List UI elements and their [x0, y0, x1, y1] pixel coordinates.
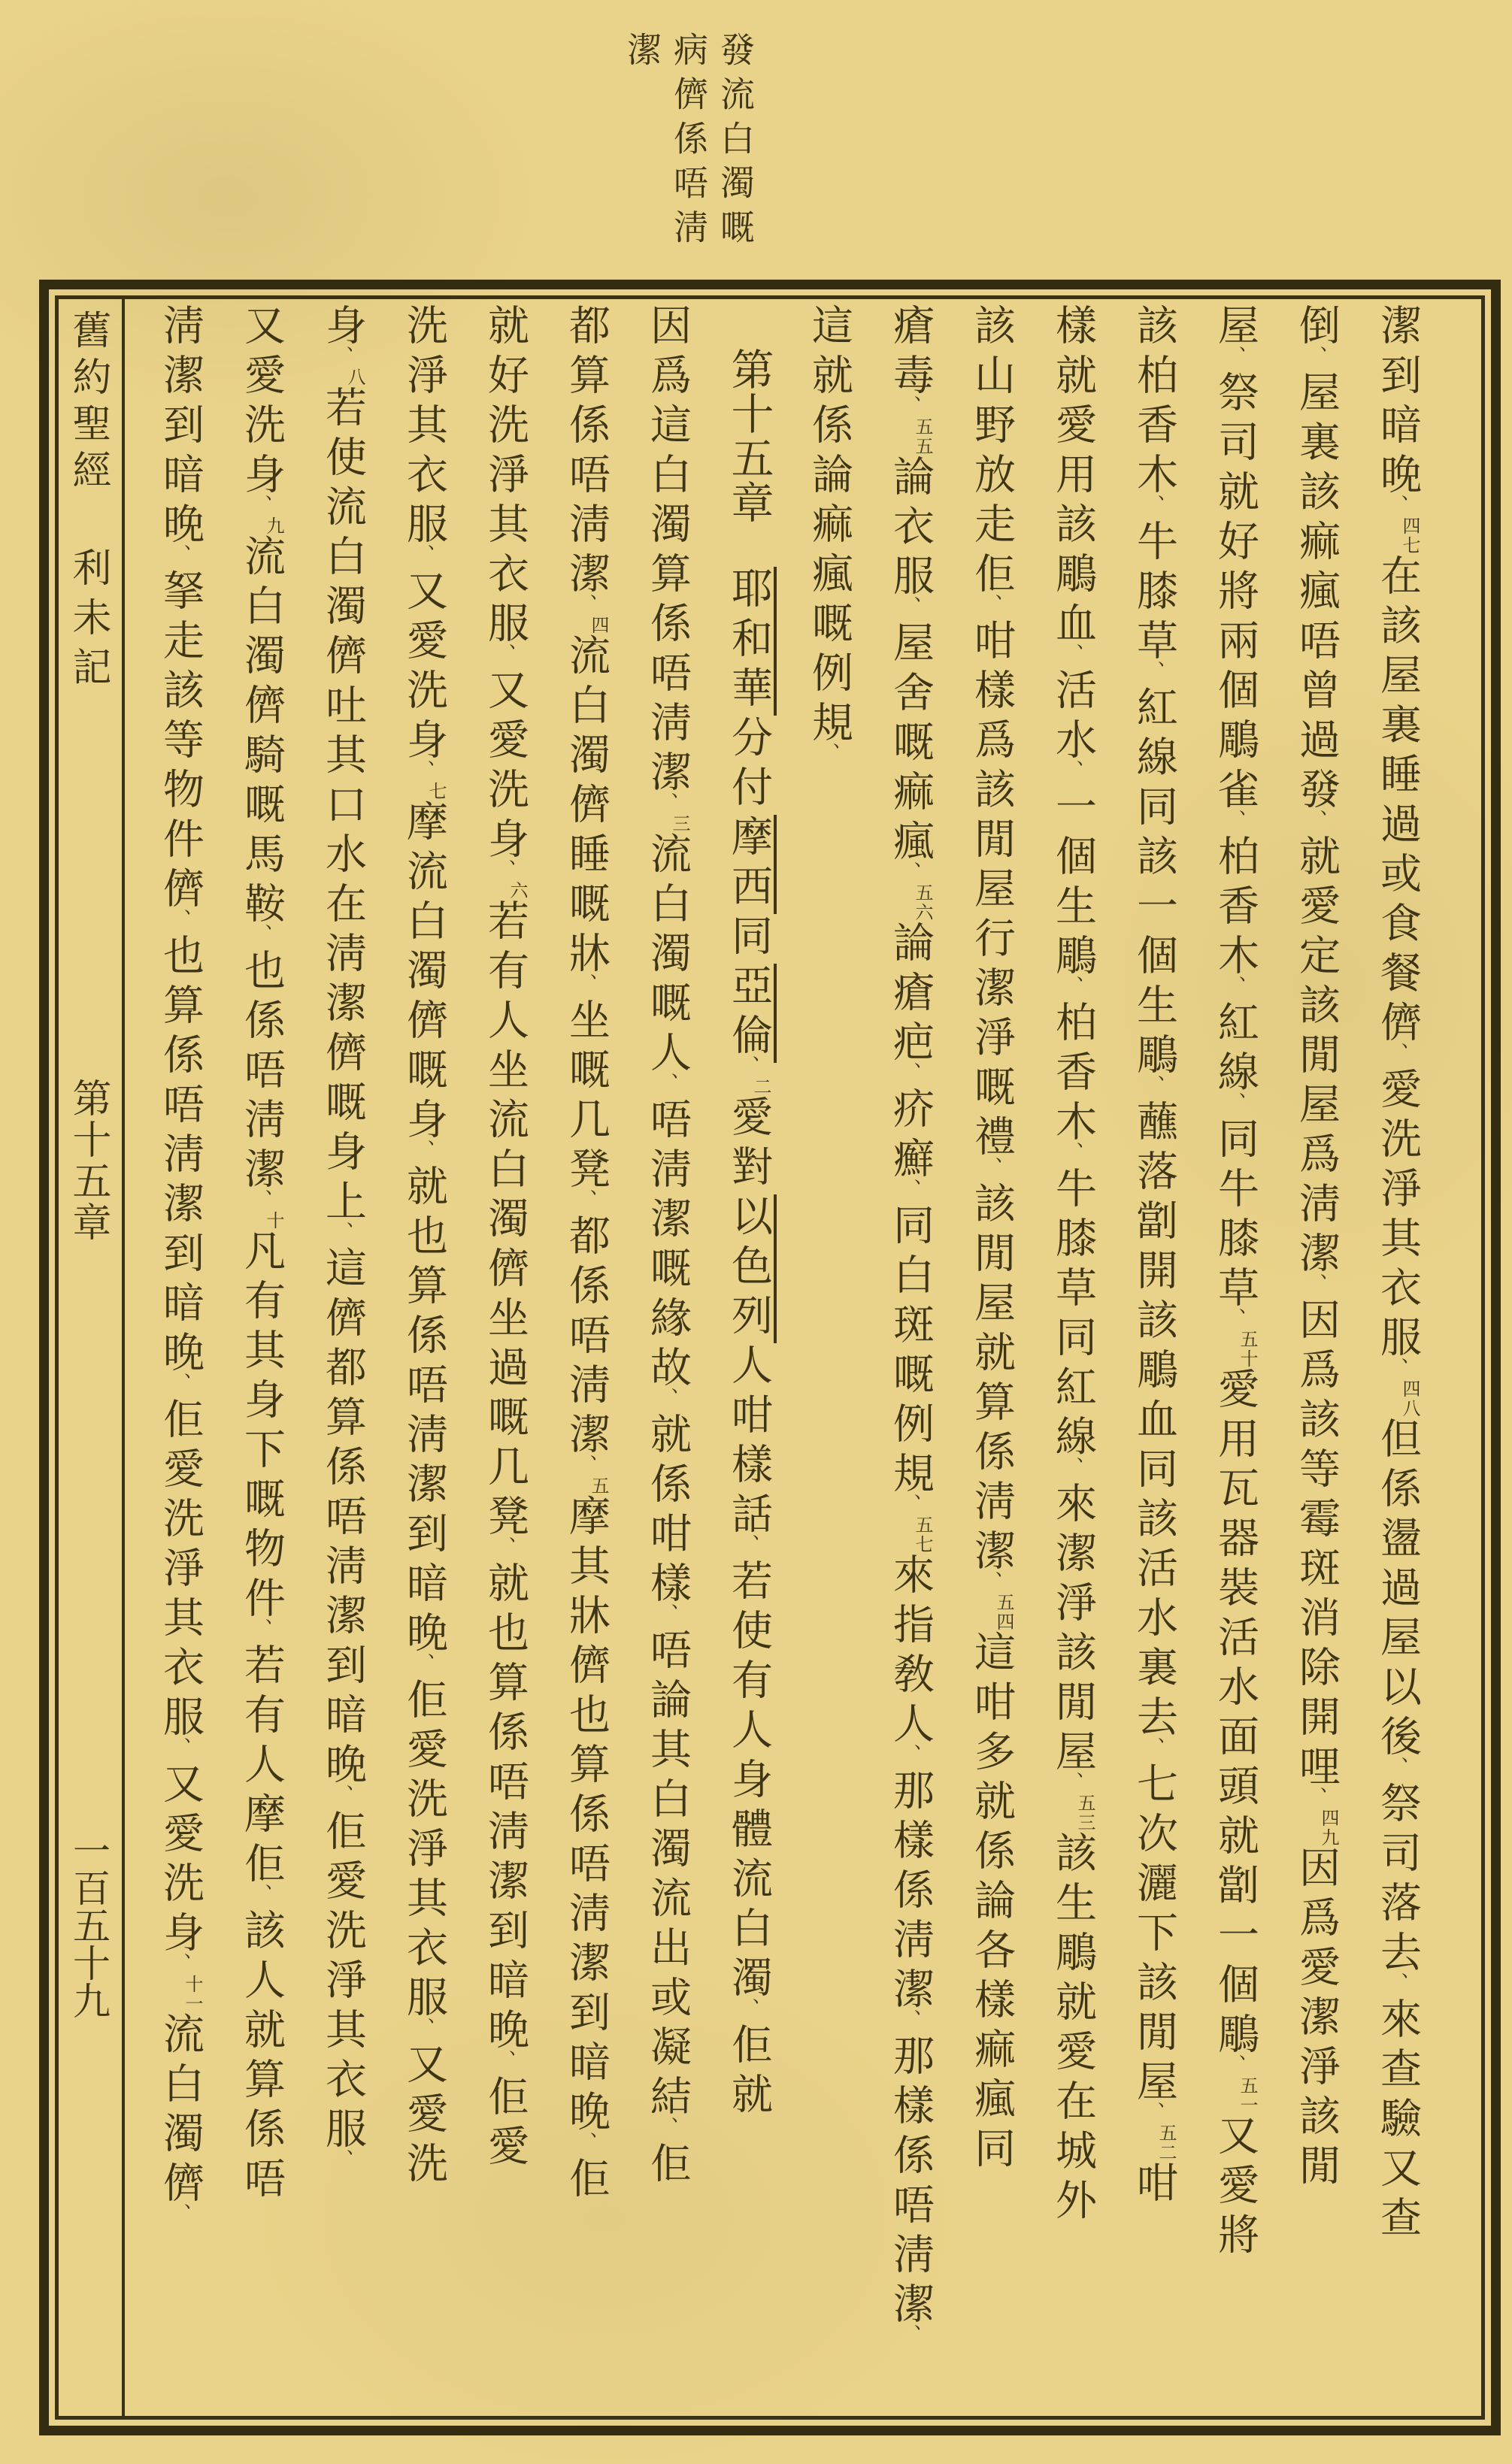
punctuation: 、 — [575, 1189, 597, 1217]
running-header — [618, 32, 758, 287]
punctuation: 、 — [656, 1388, 678, 1415]
punctuation: 、 — [1305, 810, 1327, 837]
punctuation: 、 — [1386, 1757, 1408, 1784]
punctuation: 、 — [899, 2324, 921, 2352]
verse-number: 七 — [426, 782, 445, 801]
page-number: 一百五十九 — [68, 1831, 110, 2019]
punctuation: 、 — [1224, 346, 1246, 374]
punctuation: 、 — [980, 1157, 1002, 1185]
punctuation: 、 — [250, 1618, 272, 1646]
chapter-heading: 第十五章 — [725, 347, 772, 525]
punctuation: 、 — [1143, 661, 1165, 689]
punctuation: 、 — [494, 859, 516, 887]
verse-number: 五四 — [993, 1593, 1013, 1632]
verse-number: 五五 — [912, 417, 932, 456]
punctuation: 、 — [899, 861, 921, 889]
verse-number: 五七 — [912, 1515, 932, 1554]
punctuation: 、 — [656, 1073, 678, 1100]
verse-number: 十一 — [182, 1975, 201, 2014]
verse-number: 五 — [588, 1476, 608, 1496]
punctuation: 、 — [656, 792, 678, 820]
punctuation: 、 — [1062, 760, 1083, 788]
verse-number: 四八 — [1399, 1379, 1419, 1418]
punctuation: 、 — [656, 1603, 678, 1631]
punctuation: 、 — [899, 596, 921, 624]
proper-name: 耶和華 — [726, 567, 777, 716]
title-column-divider — [122, 299, 125, 2416]
text-column: 就好洗淨其衣服、又愛洗身、六若有人坐流白濁儕坐過嘅几凳、就也算係唔淸潔到暗晚、佢愛 — [464, 304, 545, 2408]
page-frame-inner-rule — [55, 295, 1485, 2420]
punctuation: 、 — [1386, 495, 1408, 522]
punctuation: 、 — [1224, 1092, 1246, 1120]
punctuation: 、 — [250, 924, 272, 952]
punctuation: 、 — [818, 743, 840, 770]
punctuation: 、 — [1143, 495, 1165, 522]
punctuation: 、 — [1305, 1273, 1327, 1301]
running-header-col-1: 發流白濁嘅 — [716, 32, 754, 253]
text-column: 該柏香木、牛膝草、紅線同該一個生鵰、蘸落劏開該鵰血同該活水裏去、七次灑下該閒屋、五二咁 — [1113, 304, 1194, 2408]
punctuation: 、 — [899, 395, 921, 423]
punctuation: 、 — [1062, 976, 1083, 1003]
text-column: 身、八若使流白濁儕吐其口水在淸潔儕嘅身上、這儕都算係唔淸潔到暗晚、佢愛洗淨其衣服、 — [301, 304, 383, 2408]
text-column: 又愛洗身、九流白濁儕騎嘅馬鞍、也係唔淸潔、十凡有其身下嘅物件、若有人摩佢、該人就算係唔 — [220, 304, 301, 2408]
punctuation: 、 — [169, 909, 191, 937]
proper-name: 摩西 — [726, 815, 777, 914]
book-title: 舊約聖經 — [66, 310, 109, 496]
verse-number: 十 — [263, 1211, 283, 1230]
punctuation: 、 — [1224, 1308, 1246, 1336]
punctuation: 、 — [250, 1884, 272, 1912]
punctuation: 、 — [1386, 1358, 1408, 1385]
punctuation: 、 — [575, 594, 597, 622]
punctuation: 、 — [169, 1737, 191, 1765]
text-column: 倒、屋裏該痲瘋唔曾過發、就愛定該閒屋爲淸潔、因爲該等霉斑消除開哩、四九因爲愛潔淨該閒 — [1275, 304, 1356, 2408]
punctuation: 、 — [899, 1179, 921, 1206]
page-frame — [39, 280, 1501, 2435]
punctuation: 、 — [1143, 2102, 1165, 2130]
punctuation: 、 — [1143, 1737, 1165, 1765]
punctuation: 、 — [413, 1653, 435, 1681]
proper-name: 亞倫 — [726, 964, 777, 1063]
main-text-block — [139, 304, 1438, 2408]
section-title: 利未記 — [66, 547, 109, 696]
punctuation: 、 — [169, 1953, 191, 1981]
punctuation: 、 — [575, 973, 597, 1001]
punctuation: 、 — [980, 1571, 1002, 1599]
punctuation: 、 — [575, 1454, 597, 1482]
punctuation: 、 — [656, 2117, 678, 2145]
punctuation: 、 — [738, 1055, 759, 1083]
text-column: 第十五章耶和華分付摩西同亞倫、二愛對以色列人咁樣話、若使有人身體流白濁、佢就 — [708, 304, 789, 2408]
punctuation: 、 — [575, 2132, 597, 2160]
verse-number: 八 — [344, 368, 364, 387]
punctuation: 、 — [413, 544, 435, 572]
punctuation: 、 — [332, 1221, 353, 1249]
punctuation: 、 — [250, 495, 272, 522]
running-header-col-3: 潔 — [623, 32, 661, 76]
punctuation: 、 — [494, 1536, 516, 1564]
punctuation: 、 — [899, 1744, 921, 1772]
punctuation: 、 — [1062, 643, 1083, 671]
verse-number: 二 — [750, 1077, 770, 1097]
punctuation: 、 — [738, 1998, 759, 2026]
text-column: 屋、祭司就好將兩個鵰雀、柏香木、紅線、同牛膝草、五十愛用瓦器裝活水面頭就劏一個鵰、五一又愛將 — [1194, 304, 1275, 2408]
punctuation: 、 — [1143, 1075, 1165, 1103]
text-column: 樣就愛用該鵰血、活水、一個生鵰、柏香木、牛膝草同紅線、來潔淨該閒屋、五三該生鵰就愛在城外 — [1032, 304, 1113, 2408]
punctuation: 、 — [1224, 2054, 1246, 2082]
punctuation: 、 — [332, 2149, 353, 2177]
verse-number: 四九 — [1318, 1809, 1338, 1848]
text-column: 該山野放走佢、咁樣爲該閒屋行潔淨嘅禮、該閒屋就算係淸潔、五四這咁多就係論各樣痲瘋同 — [950, 304, 1032, 2408]
punctuation: 、 — [738, 1534, 759, 1562]
text-column: 都算係唔淸潔、四流白濁儕睡嘅牀、坐嘅几凳、都係唔淸潔、五摩其牀儕也算係唔淸潔到暗晚、佢 — [545, 304, 626, 2408]
punctuation: 、 — [1224, 976, 1246, 1003]
punctuation: 、 — [1305, 1787, 1327, 1815]
punctuation: 、 — [250, 1189, 272, 1217]
text-column: 因爲這白濁算係唔淸潔、三流白濁嘅人、唔淸潔嘅緣故、就係咁樣、唔論其白濁流出或凝結、佢 — [626, 304, 708, 2408]
text-column: 淸潔到暗晚、拏走該等物件儕、也算係唔淸潔到暗晚、佢愛洗淨其衣服、又愛洗身、十一流白濁儕、 — [139, 304, 220, 2408]
text-column: 瘡毒、五五論衣服、屋舍嘅痲瘋、五六論瘡疤、疥癬、同白斑嘅例規、五七來指敎人、那樣係淸潔、那樣係唔淸潔、 — [869, 304, 950, 2408]
running-header-col-2: 病儕係唔淸 — [669, 32, 708, 253]
text-column: 這就係論痲瘋嘅例規、 — [806, 304, 852, 770]
verse-number: 四七 — [1399, 516, 1419, 555]
punctuation: 、 — [1386, 1043, 1408, 1070]
punctuation: 、 — [494, 2050, 516, 2078]
verse-number: 五十 — [1237, 1330, 1256, 1369]
punctuation: 、 — [169, 2203, 191, 2231]
punctuation: 、 — [1224, 810, 1246, 837]
punctuation: 、 — [1062, 1457, 1083, 1485]
verse-number: 三 — [669, 814, 689, 834]
punctuation: 、 — [413, 760, 435, 788]
text-column: 洗淨其衣服、又愛洗身、七摩流白濁儕嘅身、就也算係唔淸潔到暗晚、佢愛洗淨其衣服、又愛洗 — [383, 304, 464, 2408]
text-column: 潔到暗晚、四七在該屋裏睡過或食餐儕、愛洗淨其衣服、四八但係盪過屋以後、祭司落去、來查驗又查 — [1356, 304, 1438, 2408]
verse-number: 五六 — [912, 883, 932, 922]
verse-number: 五三 — [1074, 1794, 1094, 1833]
punctuation: 、 — [899, 2009, 921, 2037]
verse-number: 九 — [263, 516, 283, 536]
punctuation: 、 — [1062, 1772, 1083, 1800]
proper-name: 以色列 — [726, 1194, 777, 1343]
chapter-label: 第十五章 — [66, 1078, 109, 1243]
punctuation: 、 — [1386, 1972, 1408, 2000]
verse-number: 四 — [588, 616, 608, 635]
punctuation: 、 — [169, 544, 191, 572]
punctuation: 、 — [899, 1062, 921, 1090]
spacer — [747, 304, 749, 347]
punctuation: 、 — [1062, 1142, 1083, 1170]
verse-number: 五一 — [1237, 2076, 1256, 2115]
punctuation: 、 — [332, 346, 353, 374]
punctuation: 、 — [332, 1784, 353, 1812]
punctuation: 、 — [413, 2018, 435, 2045]
punctuation: 、 — [980, 594, 1002, 622]
spacer — [747, 525, 749, 567]
punctuation: 、 — [169, 1373, 191, 1400]
punctuation: 、 — [494, 643, 516, 671]
punctuation: 、 — [1305, 346, 1327, 374]
punctuation: 、 — [899, 1494, 921, 1521]
verse-number: 五二 — [1156, 2123, 1175, 2163]
verse-number: 六 — [507, 881, 526, 901]
punctuation: 、 — [413, 1140, 435, 1167]
